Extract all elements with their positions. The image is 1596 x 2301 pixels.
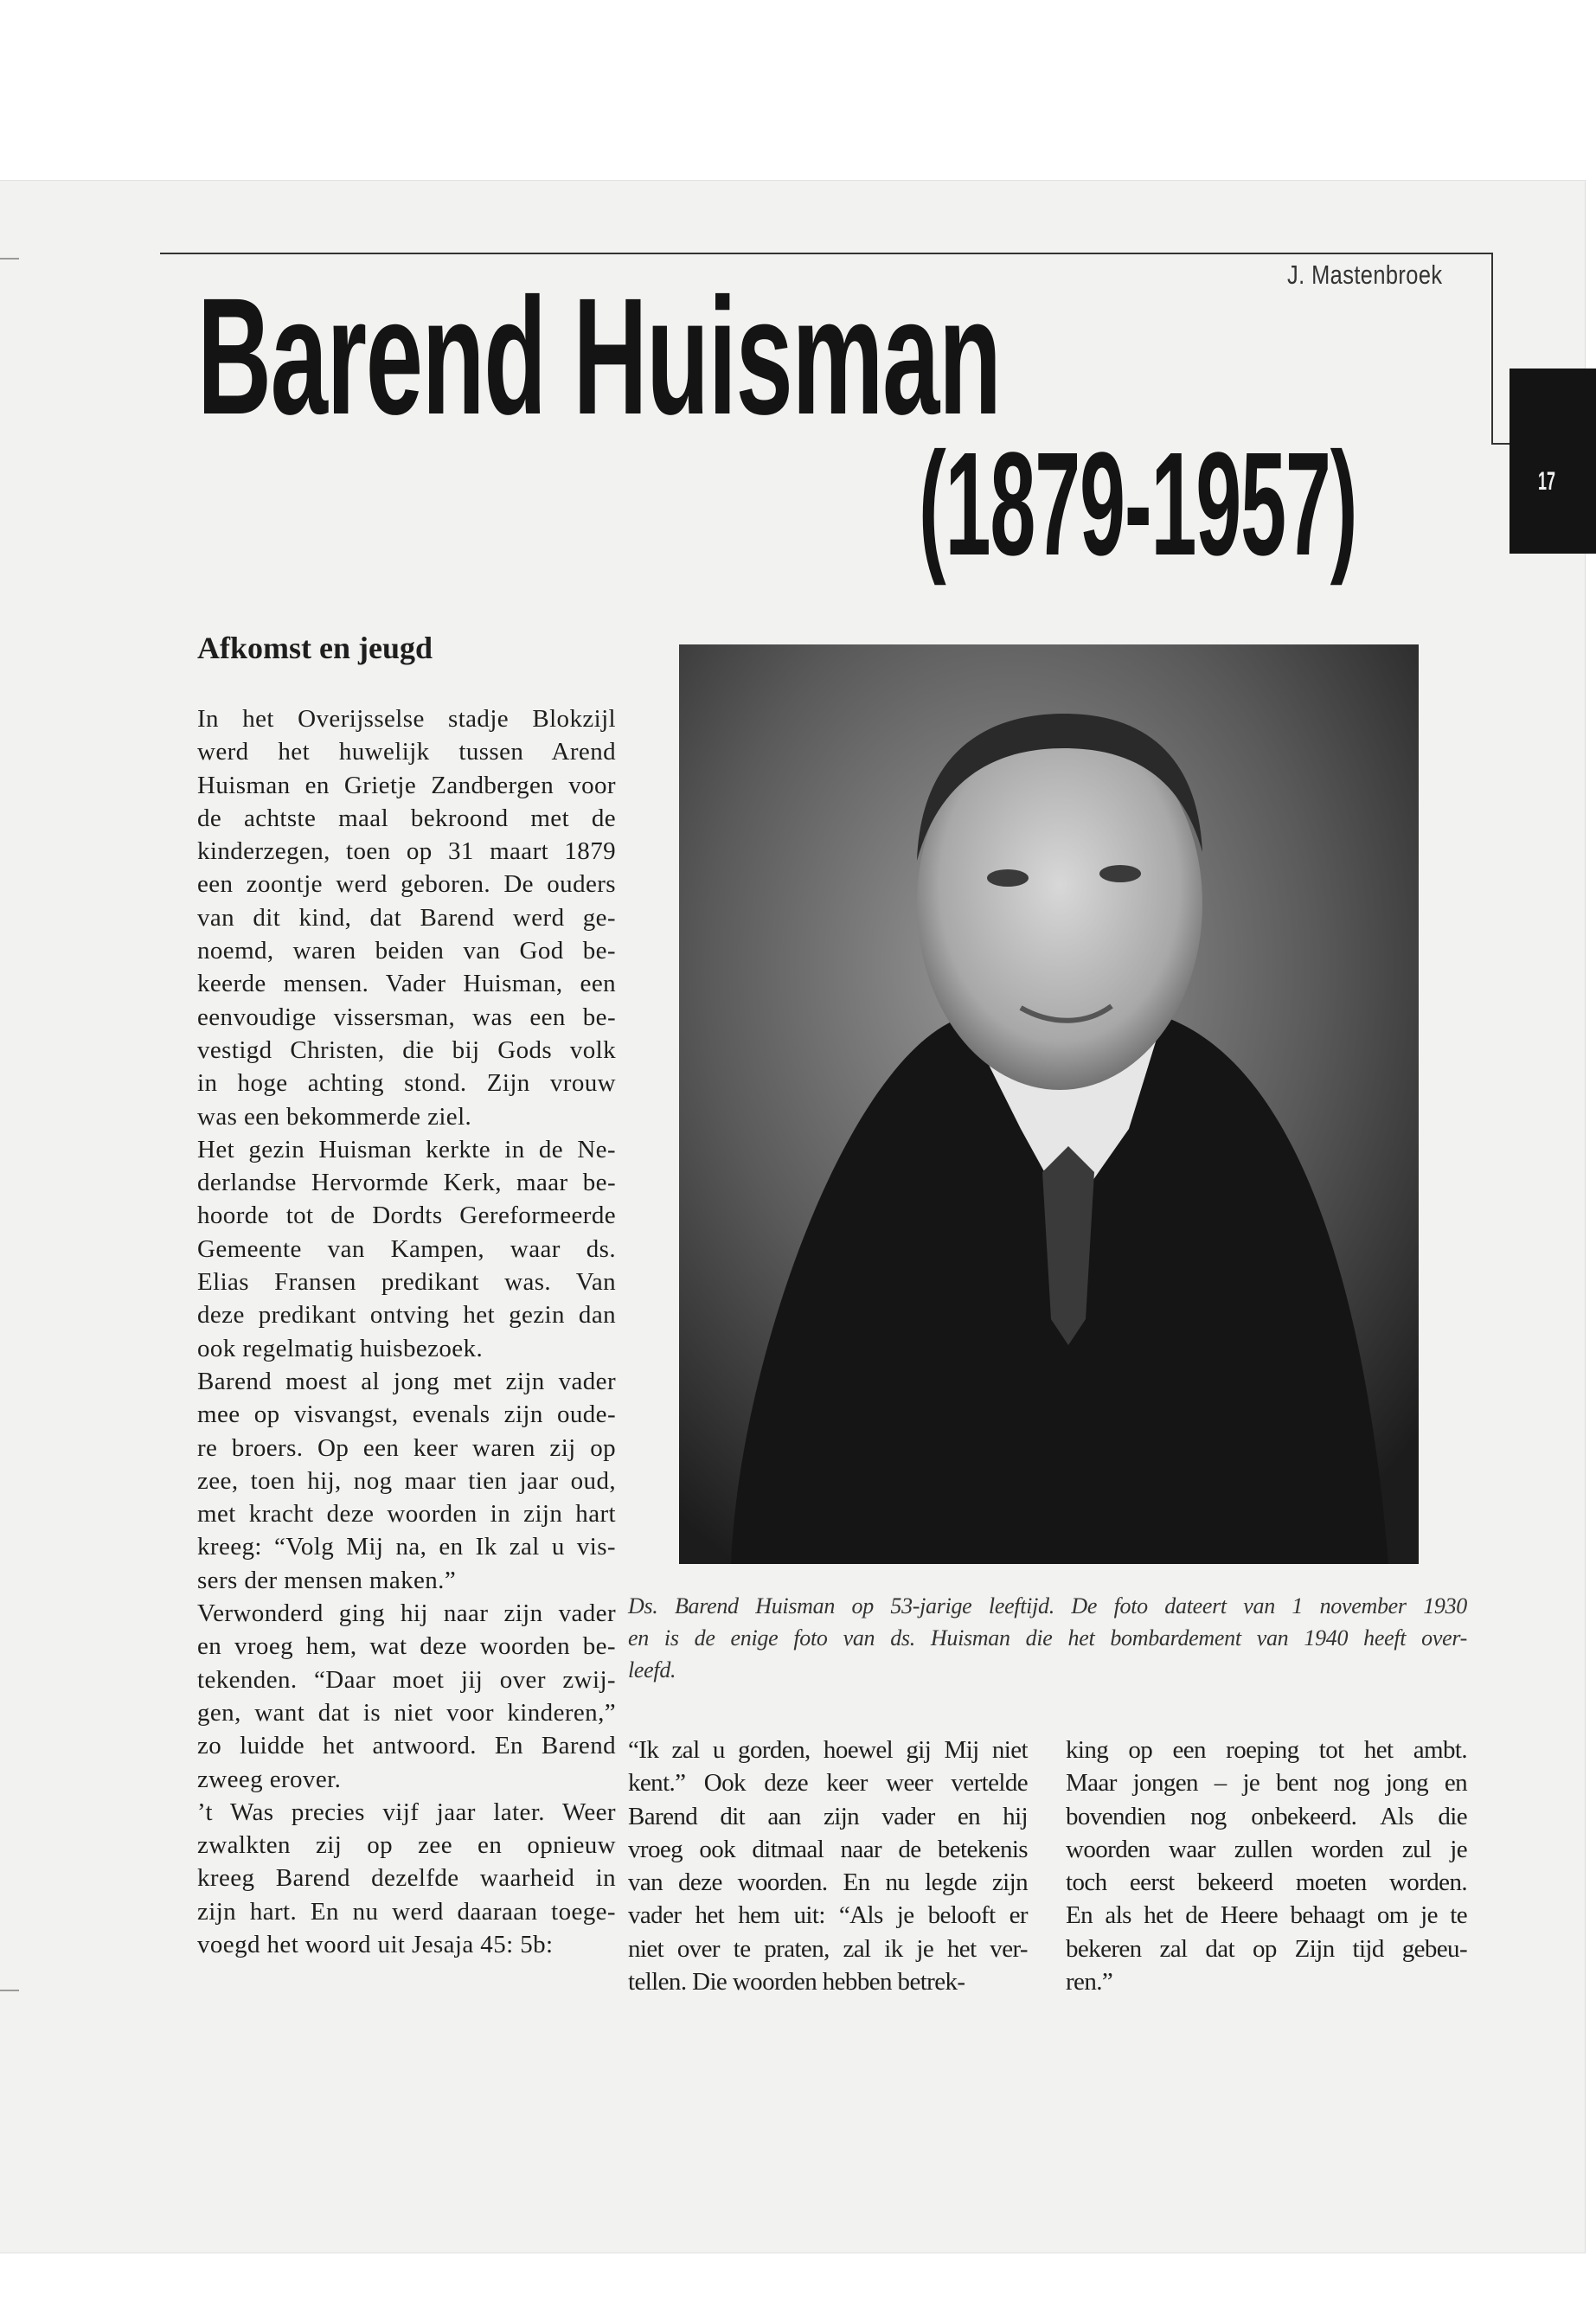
portrait-photo-icon — [679, 644, 1419, 1564]
body-text-line: king op een roeping tot het ambt. — [1066, 1736, 1467, 1764]
body-text-line: Barend moest al jong met zijn vader — [197, 1367, 616, 1395]
photo-caption — [628, 1590, 1467, 1686]
body-text-line: Elias Fransen predikant was. Van — [197, 1268, 616, 1297]
body-text-line: was een bekommerde ziel. — [197, 1102, 472, 1131]
body-text-line: woorden waar zullen worden zul je — [1066, 1835, 1467, 1863]
body-text-line: ook regelmatig huisbezoek. — [197, 1334, 484, 1362]
body-text-line: En als het de Heere behaagt om je te — [1066, 1901, 1467, 1930]
body-text-line: niet over te praten, zal ik je het ver- — [628, 1934, 1028, 1963]
body-text-line: Maar jongen – je bent nog jong en — [1066, 1769, 1467, 1798]
body-text-line: deze predikant ontving het gezin dan — [197, 1301, 616, 1330]
body-column-middle — [628, 1734, 1028, 1998]
body-text-line: zo luidde het antwoord. En Barend — [197, 1732, 616, 1760]
body-text-line: kreeg: “Volg Mij na, en Ik zal u vis- — [197, 1533, 616, 1561]
body-text-line: vroeg ook ditmaal naar de betekenis — [628, 1835, 1028, 1863]
body-text-line: van deze woorden. En nu legde zijn — [628, 1868, 1028, 1897]
body-text-line: bekeren zal dat op Zijn tijd gebeu- — [1066, 1934, 1467, 1963]
body-text-line: keerde mensen. Vader Huisman, een — [197, 970, 616, 998]
body-text-line: hoorde tot de Dordts Gereformeerde — [197, 1202, 616, 1230]
body-text-line: sers der mensen maken.” — [197, 1566, 457, 1594]
body-text-line: zee, toen hij, nog maar tien jaar oud, — [197, 1466, 616, 1495]
body-text-line: en vroeg hem, wat deze woorden be- — [197, 1632, 616, 1661]
body-column-right — [1066, 1734, 1467, 1998]
body-text-line: van dit kind, dat Barend werd ge- — [197, 903, 616, 932]
article-years: (1879-1957) — [919, 422, 1357, 586]
author-name: J. Mastenbroek — [1287, 260, 1443, 290]
body-text-line: Verwonderd ging hij naar zijn vader — [197, 1599, 616, 1628]
page-number-tab — [1509, 369, 1596, 554]
body-text-line: ’t Was precies vijf jaar later. Weer — [197, 1798, 616, 1826]
body-text-line: in hoge achting stond. Zijn vrouw — [197, 1069, 616, 1098]
body-text-line: zweeg erover. — [197, 1765, 342, 1793]
body-text-line: kinderzegen, toen op 31 maart 1879 — [197, 837, 616, 866]
body-text-line: Huisman en Grietje Zandbergen voor — [197, 771, 616, 799]
page-number: 17 — [1538, 467, 1556, 496]
body-text-line: met kracht deze woorden in zijn hart — [197, 1500, 616, 1529]
header-rule-tick — [1491, 443, 1510, 445]
caption-line: Ds. Barend Huisman op 53-jarige leeftijd. De foto dateert van 1 november 1930 — [628, 1593, 1467, 1618]
edge-mark — [0, 1990, 19, 1991]
body-text-line: eenvoudige vissersman, was een be- — [197, 1003, 616, 1031]
body-text-line: voegd het woord uit Jesaja 45: 5b: — [197, 1930, 554, 1958]
body-text-line: zijn hart. En nu werd daaraan toege- — [197, 1897, 616, 1926]
body-text-line: Het gezin Huisman kerkte in de Ne- — [197, 1135, 616, 1163]
body-text-line: de achtste maal bekroond met de — [197, 804, 616, 832]
caption-line: leefd. — [628, 1657, 676, 1682]
body-text-line: In het Overijsselse stadje Blokzijl — [197, 705, 616, 733]
body-text-line: Gemeente van Kampen, waar ds. — [197, 1234, 616, 1263]
body-text-line: gen, want dat is niet voor kinderen,” — [197, 1698, 616, 1727]
body-text-line: tekenden. “Daar moet jij over zwij- — [197, 1665, 616, 1694]
body-text-line: ren.” — [1066, 1968, 1113, 1997]
body-text-line: tellen. Die woorden hebben betrek- — [628, 1968, 965, 1997]
header-rule-vertical — [1491, 253, 1493, 445]
body-column-left — [197, 702, 616, 1961]
body-text-line: vestigd Christen, die bij Gods volk — [197, 1035, 616, 1064]
body-text-line: Barend dit aan zijn vader en hij — [628, 1802, 1028, 1830]
article-title: Barend Huisman — [197, 263, 1001, 449]
portrait-photo — [679, 644, 1419, 1564]
body-text-line: noemd, waren beiden van God be- — [197, 937, 616, 965]
body-text-line: een zoontje werd geboren. De ouders — [197, 870, 616, 899]
body-text-line: werd het huwelijk tussen Arend — [197, 738, 616, 766]
body-text-line: re broers. Op een keer waren zij op — [197, 1433, 616, 1462]
header-rule — [160, 253, 1492, 254]
body-text-line: kreeg Barend dezelfde waarheid in — [197, 1864, 616, 1893]
body-text-line: kent.” Ook deze keer weer vertelde — [628, 1769, 1028, 1798]
section-heading: Afkomst en jeugd — [197, 631, 433, 665]
caption-line: en is de enige foto van ds. Huisman die het bombardement van 1940 heeft over- — [628, 1625, 1467, 1650]
body-text-line: “Ik zal u gorden, hoewel gij Mij niet — [628, 1736, 1028, 1764]
body-text-line: zwalkten zij op zee en opnieuw — [197, 1831, 616, 1860]
body-text-line: vader het hem uit: “Als je belooft er — [628, 1901, 1028, 1930]
body-text-line: mee op visvangst, evenals zijn oude- — [197, 1400, 616, 1429]
body-text-line: bovendien nog onbekeerd. Als die — [1066, 1802, 1467, 1830]
edge-mark — [0, 258, 19, 260]
body-text-line: derlandse Hervormde Kerk, maar be- — [197, 1169, 616, 1197]
body-text-line: toch eerst bekeerd moeten worden. — [1066, 1868, 1467, 1897]
